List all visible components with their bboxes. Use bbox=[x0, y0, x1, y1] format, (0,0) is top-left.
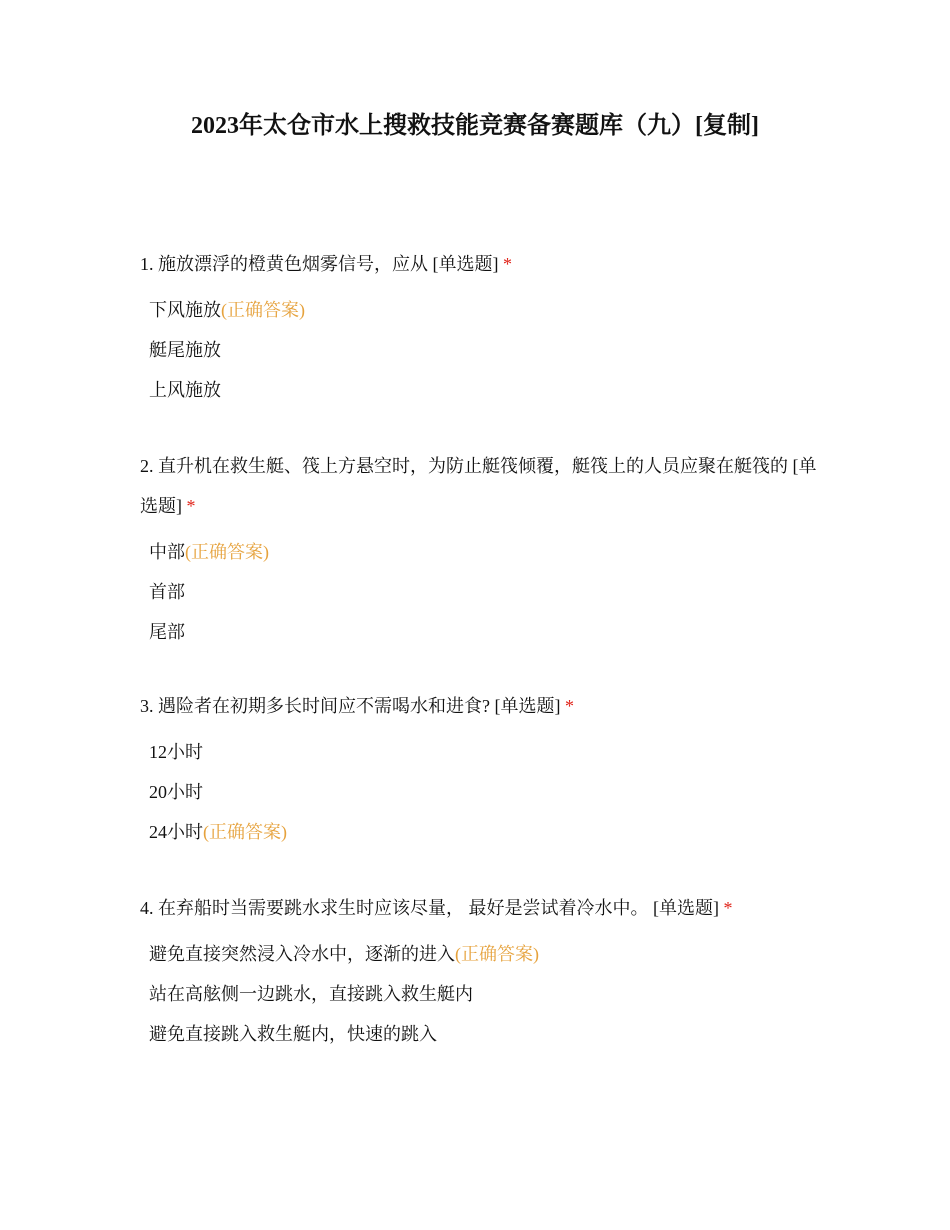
question-block bbox=[140, 888, 830, 1054]
option-label: 站在高舷侧一边跳水，直接跳入救生艇内 bbox=[149, 984, 473, 1004]
question-text bbox=[140, 446, 830, 526]
required-mark: * bbox=[503, 254, 512, 274]
option-item bbox=[140, 812, 830, 852]
option-label: 20小时 bbox=[149, 782, 203, 802]
correct-answer-tag: (正确答案) bbox=[221, 300, 305, 320]
option-list bbox=[140, 290, 830, 410]
question-text bbox=[140, 244, 830, 284]
option-item bbox=[140, 532, 830, 572]
option-item bbox=[140, 1014, 830, 1054]
option-list bbox=[140, 532, 830, 652]
option-item bbox=[140, 732, 830, 772]
required-mark: * bbox=[186, 496, 196, 516]
option-label: 12小时 bbox=[149, 742, 203, 762]
correct-answer-tag: (正确答案) bbox=[455, 944, 539, 964]
option-list bbox=[140, 732, 830, 852]
option-item bbox=[140, 772, 830, 812]
option-label: 避免直接跳入救生艇内，快速的跳入 bbox=[149, 1024, 437, 1044]
page-title: 2023年太仓市水上搜救技能竞赛备赛题库（九）[复制] bbox=[191, 113, 759, 139]
question-block bbox=[140, 244, 830, 410]
option-item bbox=[140, 370, 830, 410]
option-label: 尾部 bbox=[149, 622, 185, 642]
correct-answer-tag: (正确答案) bbox=[185, 542, 269, 562]
question-text bbox=[140, 686, 830, 726]
question-label: 1. 施放漂浮的橙黄色烟雾信号，应从 [单选题] bbox=[140, 254, 499, 274]
question-block bbox=[140, 446, 830, 652]
question-text bbox=[140, 888, 830, 928]
option-item bbox=[140, 290, 830, 330]
option-label: 艇尾施放 bbox=[149, 340, 221, 360]
option-label: 首部 bbox=[149, 582, 185, 602]
option-item bbox=[140, 330, 830, 370]
required-mark: * bbox=[564, 696, 574, 716]
question-label: 3. 遇险者在初期多长时间应不需喝水和进食? [单选题] bbox=[140, 696, 561, 716]
correct-answer-tag: (正确答案) bbox=[203, 822, 287, 842]
option-label: 24小时 bbox=[149, 822, 203, 842]
option-item bbox=[140, 974, 830, 1014]
option-item bbox=[140, 572, 830, 612]
option-list bbox=[140, 934, 830, 1054]
option-label: 避免直接突然浸入冷水中，逐渐的进入 bbox=[149, 944, 455, 964]
option-item bbox=[140, 612, 830, 652]
option-label: 上风施放 bbox=[149, 380, 221, 400]
question-label: 4. 在弃船时当需要跳水求生时应该尽量， 最好是尝试着冷水中。 [单选题] bbox=[140, 898, 719, 918]
question-block bbox=[140, 686, 830, 852]
option-label: 下风施放 bbox=[149, 300, 221, 320]
option-label: 中部 bbox=[149, 542, 185, 562]
question-label: 2. 直升机在救生艇、筏上方悬空时，为防止艇筏倾覆，艇筏上的人员应聚在艇筏的 [单选题] bbox=[140, 456, 817, 516]
required-mark: * bbox=[723, 898, 733, 918]
option-item bbox=[140, 934, 830, 974]
